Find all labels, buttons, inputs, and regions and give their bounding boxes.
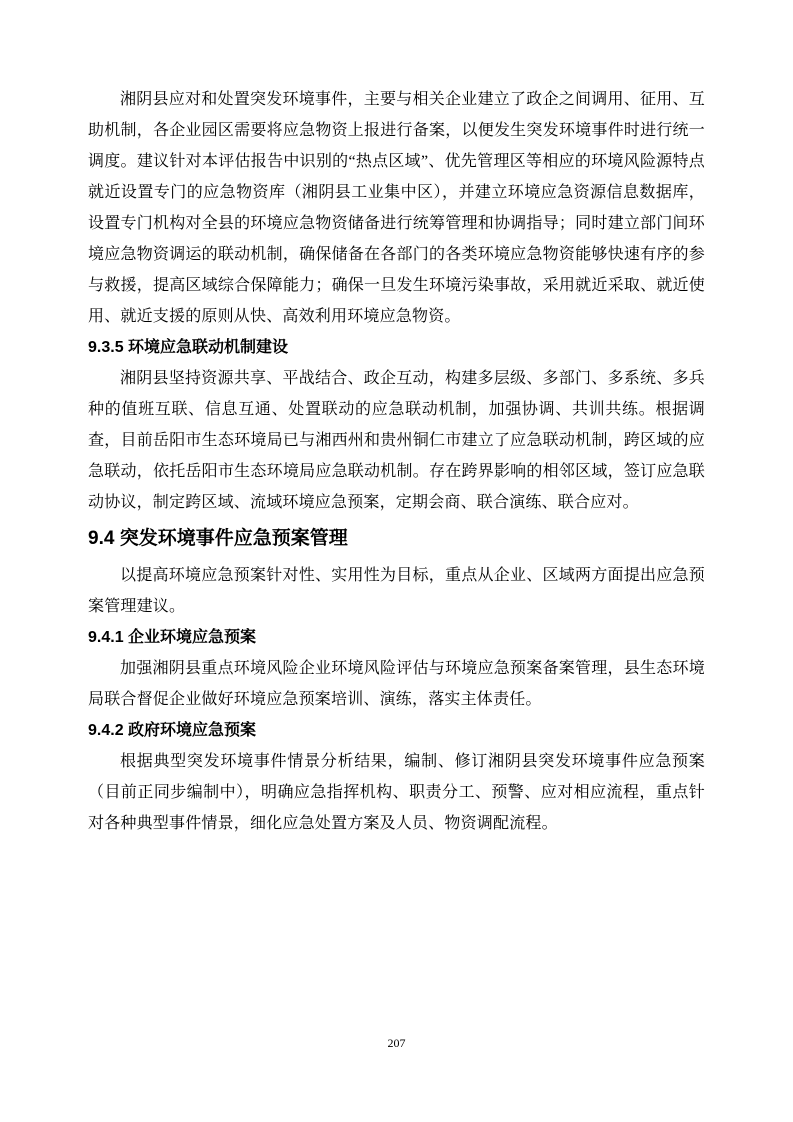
paragraph-enterprise-plan: 加强湘阴县重点环境风险企业环境风险评估与环境应急预案备案管理，县生态环境局联合督促企业做好环境应急预案培训、演练，落实主体责任。 <box>88 660 705 708</box>
section-heading-9-4-2: 9.4.2 政府环境应急预案 <box>88 722 257 739</box>
paragraph-government-plan: 根据典型突发环境事件情景分析结果，编制、修订湘阴县突发环境事件应急预案（目前正同步编制中），明确应急指挥机构、职责分工、预警、应对相应流程，重点针对各种典型事件情景，细化应急处置方案及人员、物资调配流程。 <box>88 753 705 832</box>
paragraph-linkage-mechanism: 湘阴县坚持资源共享、平战结合、政企互动，构建多层级、多部门、多系统、多兵种的值班互联、信息互通、处置联动的应急联动机制，加强协调、共训共练。根据调查，目前岳阳市生态环境局已与湘西州和贵州铜仁市建立了应急联动机制，跨区域的应急联动，依托岳阳市生态环境局应急联动机制。存在跨界影响的相邻区域，签订应急联动协议，制定跨区域、流域环境应急预案，定期会商、联合演练、联合应对。 <box>88 370 705 511</box>
section-heading-9-4: 9.4 突发环境事件应急预案管理 <box>88 528 348 549</box>
page-number: 207 <box>387 1036 406 1050</box>
paragraph-emergency-materials: 湘阴县应对和处置突发环境事件，主要与相关企业建立了政企之间调用、征用、互助机制，各企业园区需要将应急物资上报进行备案，以便发生突发环境事件时进行统一调度。建议针对本评估报告中识别的“热点区域”、优先管理区等相应的环境风险源特点就近设置专门的应急物资库（湘阴县工业集中区），并建立环境应急资源信息数据库，设置专门机构对全县的环境应急物资储备进行统筹管理和协调指导；同时建立部门间环境应急物资调运的联动机制，确保储备在各部门的各类环境应急物资能够快速有序的参与救援，提高区域综合保障能力；确保一旦发生环境污染事故，采用就近采取、就近使用、就近支援的原则从快、高效利用环境应急物资。 <box>88 91 705 325</box>
section-heading-9-4-1: 9.4.1 企业环境应急预案 <box>88 629 257 646</box>
paragraph-plan-management-intro: 以提高环境应急预案针对性、实用性为目标，重点从企业、区域两方面提出应急预案管理建议。 <box>88 567 705 615</box>
section-heading-9-3-5: 9.3.5 环境应急联动机制建设 <box>88 339 289 356</box>
